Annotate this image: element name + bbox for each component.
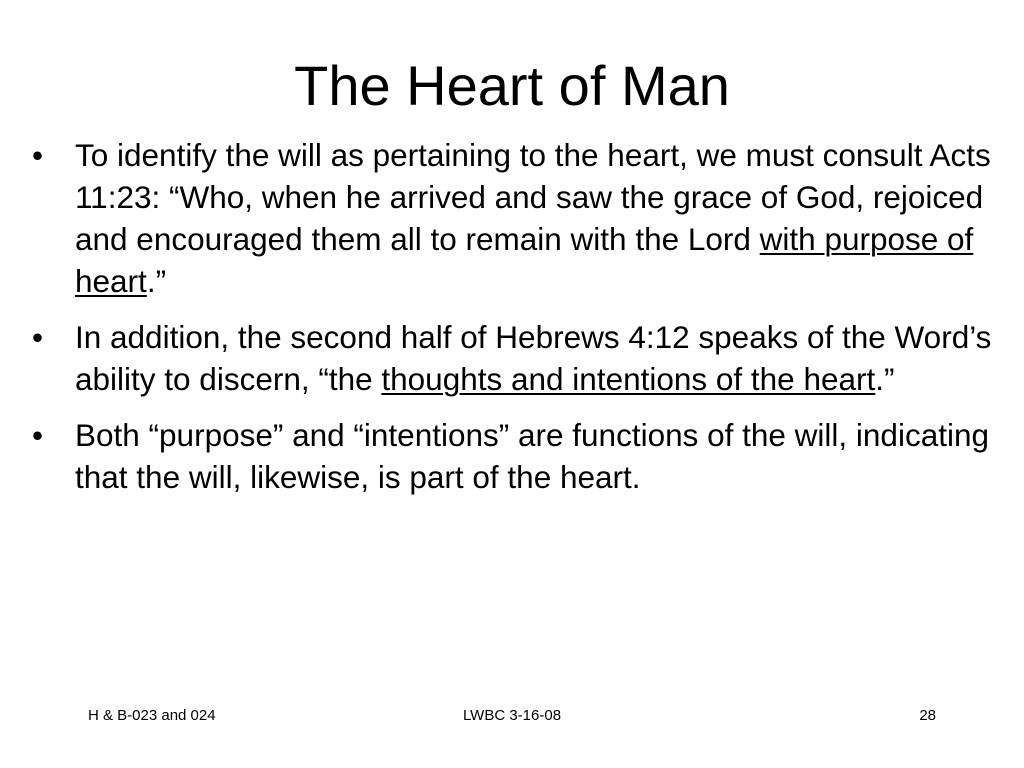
bullet-text: In addition, the second half of Hebrews 4:12 speaks of the Word’s ability to discern, “the: [75, 319, 992, 397]
slide-number: 28: [919, 707, 936, 724]
bullet-item-1: [32, 134, 998, 302]
footer-left: H & B-023 and 024: [88, 707, 216, 724]
bullet-icon: •: [32, 319, 44, 355]
bullet-text: Both “purpose” and “intentions” are functions of the will, indicating that the will, likewise, is part of the heart.: [75, 417, 990, 495]
bullet-text-end: .”: [875, 361, 895, 397]
bullet-text-end: .”: [146, 263, 167, 299]
bullet-list: [32, 134, 998, 512]
slide-title: The Heart of Man: [294, 54, 730, 117]
bullet-item-2: [32, 316, 998, 400]
underlined-phrase: with purpose of heart: [75, 221, 974, 299]
footer-center: LWBC 3-16-08: [462, 707, 562, 724]
bullet-icon: •: [32, 137, 44, 173]
bullet-text: To identify the will as pertaining to the heart, we must consult Acts 11:23: “Who, when he arrived and saw the grace of God, rejoiced and encouraged them all to remain with the Lord: [75, 137, 991, 257]
underlined-phrase: thoughts and intentions of the heart: [381, 361, 876, 397]
bullet-icon: •: [32, 417, 44, 453]
bullet-item-3: [32, 414, 998, 498]
